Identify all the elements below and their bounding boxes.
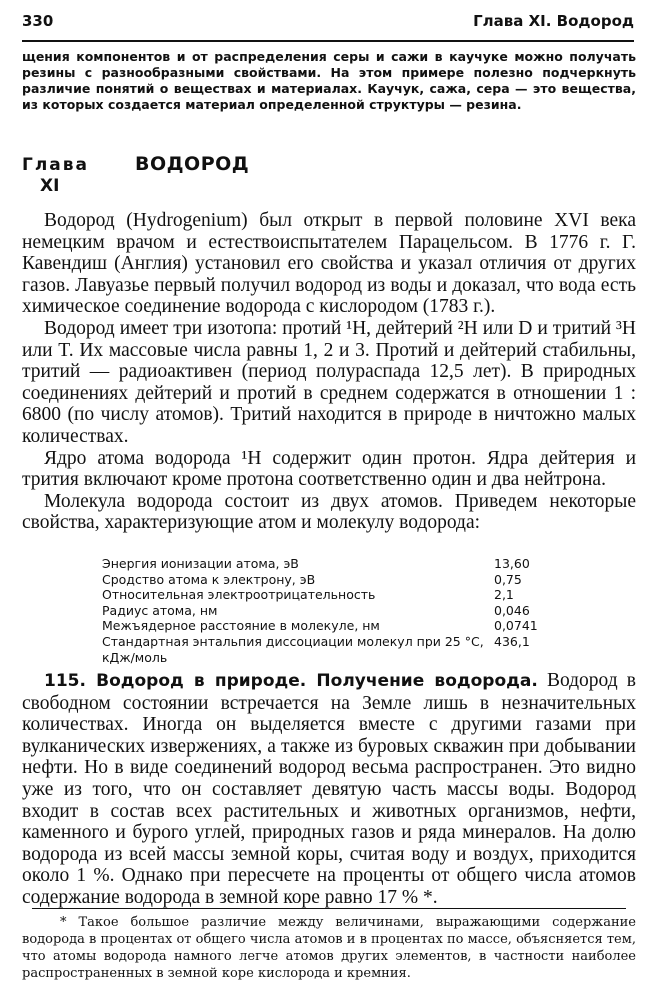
section-115 — [22, 670, 636, 909]
property-row — [102, 603, 582, 619]
section-paragraph — [22, 670, 636, 909]
property-value: 13,60 — [494, 556, 530, 571]
chapter-title: ВОДОРОД — [135, 153, 250, 175]
footnote-text: * Такое большое различие между величинами, выражающими содержание водорода в процентах от общего числа атомов и в процентах по массе, объясняется тем, что атомы водорода намного легче атомов других элементов, в частности наиболее распространенных в земной коре кислорода и кремния. — [22, 915, 636, 981]
property-label: Относительная электроотрицательность — [102, 587, 376, 603]
property-row — [102, 572, 582, 588]
properties-table — [102, 556, 582, 665]
property-label: Энергия ионизации атома, эВ — [102, 556, 299, 571]
paragraph: Молекула водорода состоит из двух атомов. Приведем некоторые свойства, характеризующие атом и молекулу водорода: — [22, 490, 636, 534]
paragraph: Ядро атома водорода ¹H содержит один протон. Ядра дейтерия и трития включают кроме протона соответственно один и два нейтрона. — [22, 447, 636, 491]
chapter-label: Глава — [22, 155, 89, 175]
property-label: Сродство атома к электрону, эВ — [102, 571, 316, 587]
chapter-number: XI — [40, 176, 60, 196]
paragraph: Водород (Hydrogenium) был открыт в первой половине XVI века немецким врачом и естествоиспытателем Парацельсом. В 1776 г. Г. Кавендиш (Англия) установил его свойства и указал отличия от других газов. Лавуазье первый получил водород из воды и доказал, что вода есть химическое соединение водорода с кислородом (1783 г.). — [22, 210, 636, 318]
property-value: 436,1 — [494, 633, 530, 649]
chapter-intro — [22, 210, 636, 534]
page-number: 330 — [22, 12, 54, 30]
property-row — [102, 587, 582, 603]
paragraph: Водород имеет три изотопа: протий ¹H, дейтерий ²H или D и тритий ³H или T. Их массовые числа равны 1, 2 и 3. Протий и дейтерий стабильны, тритий — радиоактивен (период полураспада 12,5 лет). В природных соединениях дейтерий и протий в среднем содержатся в отношении 1 : 6800 (по числу атомов). Тритий находится в природе в ничтожно малых количествах. — [22, 317, 636, 447]
footnote — [22, 914, 636, 982]
running-header — [22, 8, 634, 34]
section-text: Водород в свободном состоянии встречается на Земле лишь в незначительных количествах. Иногда он выделяется вместе с другими газами при вулканических извержениях, а также из буровых скважин при добывании нефти. Но в виде соединений водород весьма распространен. Это видно уже из того, что он составляет девятую часть массы воды. Водород входит в состав всех растительных и животных организмов, нефти, каменного и бурого углей, природных газов и ряда минералов. На долю водорода из всей массы земной коры, считая воду и воздух, приходится около 1 %. Однако при пересчете на проценты от общего числа атомов содержание водорода в земной коре равно 17 % *. — [22, 670, 637, 908]
running-title: Глава XI. Водород — [473, 12, 634, 30]
property-row — [102, 556, 582, 572]
footnote-rule — [32, 908, 626, 909]
previous-chapter-text: щения компонентов и от распределения серы и сажи в каучуке можно получать резины с разнообразными свойствами. На этом примере полезно подчеркнуть различие понятий о веществах и материалах. Каучук, сажа, сера — это вещества, из которых создается материал определенной структуры — резина. — [22, 49, 636, 112]
property-label: Межъядерное расстояние в молекуле, нм — [102, 618, 380, 634]
header-rule — [22, 40, 634, 42]
property-value: 2,1 — [494, 587, 514, 603]
property-value: 0,0741 — [494, 618, 538, 634]
property-label: Стандартная энтальпия диссоциации молекул при 25 °С, кДж/моль — [102, 633, 484, 665]
property-row — [102, 618, 582, 634]
section-title: 115. Водород в природе. Получение водорода. — [44, 671, 538, 691]
property-value: 0,046 — [494, 602, 530, 618]
property-value: 0,75 — [494, 571, 522, 587]
property-label: Радиус атома, нм — [102, 602, 218, 618]
property-row — [102, 634, 582, 665]
